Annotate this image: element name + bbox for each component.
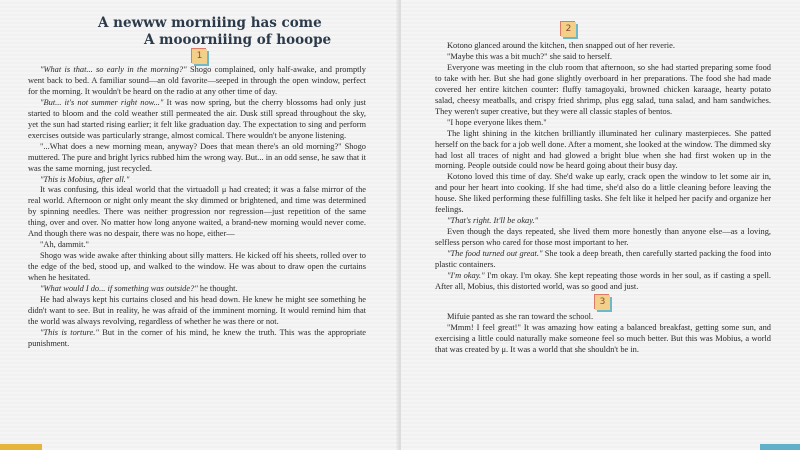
text-run: Shogo was wide awake after thinking about silly matters. He kicked off his sheets, rolled over to the edge of the bed, stood up, and walked to the window. He was about to draw open the curtains when he hesitated. — [28, 251, 366, 283]
italic-text: "What is that... so early in the morning?" — [40, 65, 187, 74]
italic-text: "What would I do... if something was outside?" — [40, 284, 198, 294]
chapter-title-line-1: A newww morniiing has come — [98, 15, 322, 31]
page-corner-tab-right — [760, 444, 800, 450]
italic-text: "This is Mobius, after all." — [40, 174, 130, 184]
italic-text: "That's right. It'll be okay." — [447, 216, 539, 226]
text-run: Kotono loved this time of day. She'd wake up early, crack open the window to let some air in, and pour her heart into cooking. If she had time, she'd also do a little cleaning before leaving the house. She liked performing these fulfilling tasks. She felt like it helped her pacify and organize her feelings. — [435, 172, 771, 215]
text-run: He had always kept his curtains closed and his head down. He knew he might see something he didn't want to see. But in reality, he was afraid of the imminent morning. It would remind him that the world was always revolving, regardless of whether he was there or not. — [28, 295, 366, 326]
paragraph — [28, 65, 366, 98]
paragraph — [435, 227, 771, 249]
section-marker-2: 2 — [561, 22, 576, 37]
italic-text: "I'm okay." — [447, 271, 485, 281]
paragraph — [28, 284, 366, 295]
text-run: She took a deep breath, then carefully started packing the food into plastic containers. — [435, 249, 772, 270]
section-marker-3: 3 — [595, 295, 610, 310]
text-run: "...What does a new morning mean, anyway? Does that mean there's an old morning?" Shogo muttered. The pure and bright lyrics rubbed him the wrong way. But... in an odd sense, he saw that it was the same morning, just recycled. — [28, 141, 366, 173]
paragraph — [435, 249, 771, 271]
paragraph — [28, 142, 366, 175]
text-run: "Maybe this was a bit much?" she said to herself. — [447, 51, 612, 61]
chapter-title — [98, 15, 338, 49]
paragraph — [435, 172, 771, 216]
paragraph — [28, 240, 366, 251]
paragraph — [28, 175, 366, 186]
paragraph — [28, 185, 366, 240]
paragraph — [435, 312, 771, 323]
text-run: Even though the days repeated, she lived them more honestly than anyone else—as a loving, selfless person who cared for those most important to her. — [435, 227, 771, 248]
italic-text: "The food turned out great." — [447, 249, 543, 259]
section-marker-3-wrap — [435, 294, 771, 311]
text-run: "Ah, dammit." — [40, 240, 89, 250]
right-page — [401, 0, 800, 450]
section-marker-1: 1 — [192, 49, 207, 64]
text-run: he thought. — [197, 284, 238, 294]
paragraph — [435, 271, 771, 293]
text-run: It was now spring, but the cherry blossoms had only just started to bloom and the cold weather still permeated the air. Dusk still spread throughout the sky, yet the sun had started rising earlier; it felt like graduation day. The expectation to sing and perform exercises outside was particularly strange, almost comical. There wouldn't be anyone listening. — [28, 97, 366, 140]
text-run: I'm okay. I'm okay. She kept repeating those words in her soul, as if casting a spell. After all, Mobius, this distorted world, was so good and just. — [435, 271, 772, 291]
paragraph — [435, 41, 771, 52]
paragraph — [28, 251, 366, 284]
paragraph — [435, 216, 771, 227]
paragraph — [28, 295, 366, 328]
chapter-title-line-2: A mooorniiing of hooope — [144, 32, 332, 48]
left-page-text — [28, 65, 366, 350]
italic-text: "But... it's not summer right now..." — [40, 97, 164, 107]
paragraph — [28, 328, 366, 350]
italic-text: "This is torture." — [40, 327, 99, 337]
text-run: Shogo complained, only half-awake, and promptly went back to bed. A familiar sound—an old favorite—seeped in through the open window, perfect for the morning. It wouldn't be heard on the radio at any other time of day. — [28, 65, 366, 96]
paragraph — [435, 63, 771, 118]
text-run: "Mmm! I feel great!" It was amazing how eating a balanced breakfast, getting some sun, and exercising a little could naturally make someone feel so much better. But this was Mobius, a world that was created by μ. It was a world that she shouldn't be in. — [435, 322, 771, 354]
text-run: Kotono glanced around the kitchen, then snapped out of her reverie. — [447, 41, 675, 50]
paragraph — [28, 98, 366, 142]
right-page-text — [435, 41, 771, 356]
text-run: The light shining in the kitchen brilliantly illuminated her culinary masterpieces. She patted herself on the back for a job well done. After a moment, she looked at the window. The dimmed sky had lost all traces of night and had glowed a bright blue when she had first woken up in the morning. People outside could now be heard going about their busy day. — [435, 128, 771, 171]
right-page-text-part-b — [435, 312, 771, 356]
paragraph — [435, 323, 771, 356]
paragraph — [435, 118, 771, 129]
paragraph — [435, 129, 771, 173]
text-run: Everyone was meeting in the club room that afternoon, so she had started preparing some food to take with her. But she had gone slightly overboard in her preparations. The food she had made covered her entire kitchen counter: fluffy tamagoyaki, browned chicken karaage, hearty potato salad, cheesy meatballs, and crispy fried shrimp, plus egg salad, tuna salad, and ham sandwiches. They weren't super creative, but they were all classic staples of bentos. — [435, 62, 771, 116]
text-run: It was confusing, this ideal world that the virtuadoll μ had created; it was a false mirror of the real world. Afternoon or night only meant the sky dimmed or brightened, and time was determined by spinning needles. There was neither progression nor regression—just repetition of the same thing, over and over. No matter how long anyone waited, a brand-new morning would never come. And though there was no despair, there was no hope, either— — [28, 185, 366, 239]
paragraph — [435, 52, 771, 63]
right-page-text-part-a — [435, 41, 771, 293]
text-run: But in the corner of his mind, he knew the truth. This was the appropriate punishment. — [28, 327, 366, 348]
text-run: Mifuie panted as she ran toward the school. — [447, 311, 594, 321]
page-corner-tab-left — [0, 444, 42, 450]
left-page — [0, 0, 399, 450]
text-run: "I hope everyone likes them." — [447, 117, 547, 127]
